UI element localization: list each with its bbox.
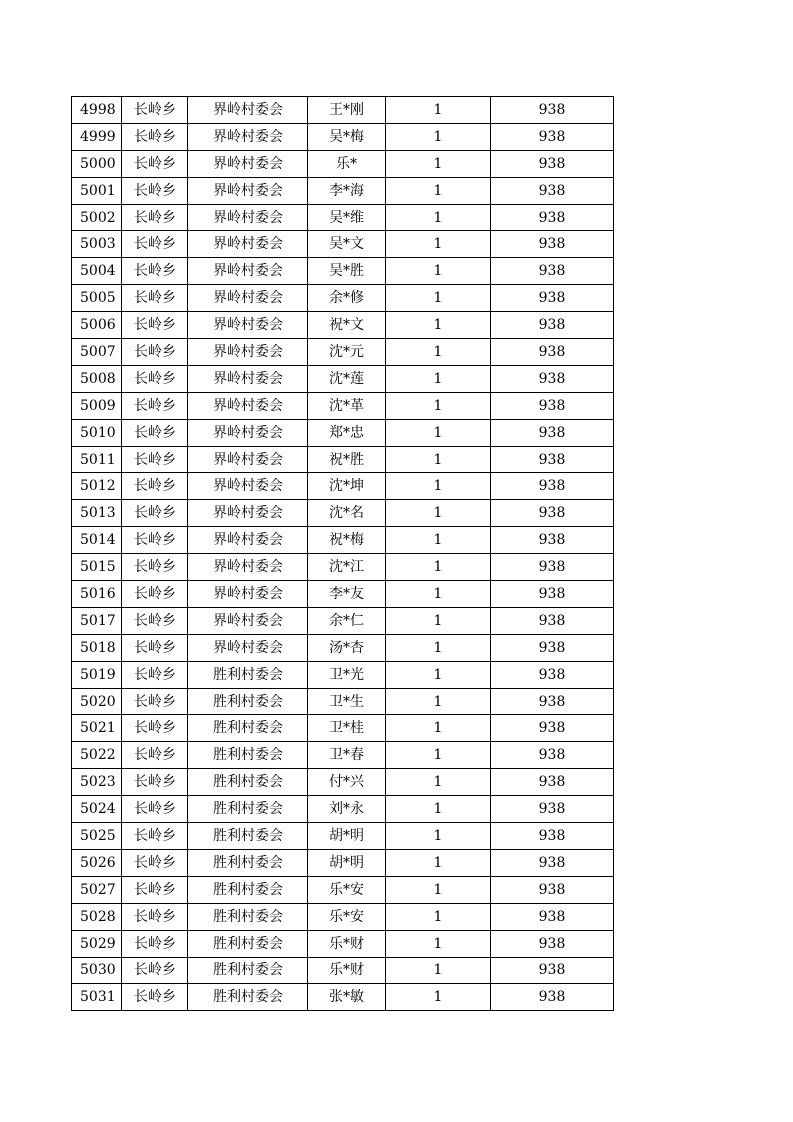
- township-cell: 长岭乡: [122, 500, 188, 527]
- amount-cell: 938: [491, 957, 614, 984]
- serial-number-cell: 5024: [72, 796, 122, 823]
- table-row: [72, 392, 614, 419]
- township-cell: 长岭乡: [122, 634, 188, 661]
- table-row: [72, 123, 614, 150]
- amount-cell: 938: [491, 285, 614, 312]
- village-committee-cell: 界岭村委会: [188, 177, 308, 204]
- person-name-cell: 胡*明: [308, 849, 386, 876]
- serial-number-cell: 5004: [72, 258, 122, 285]
- township-cell: 长岭乡: [122, 742, 188, 769]
- township-cell: 长岭乡: [122, 123, 188, 150]
- person-name-cell: 沈*坤: [308, 473, 386, 500]
- person-name-cell: 沈*革: [308, 392, 386, 419]
- person-name-cell: 祝*文: [308, 312, 386, 339]
- township-cell: 长岭乡: [122, 177, 188, 204]
- village-committee-cell: 界岭村委会: [188, 231, 308, 258]
- table-row: [72, 957, 614, 984]
- amount-cell: 938: [491, 930, 614, 957]
- amount-cell: 938: [491, 688, 614, 715]
- township-cell: 长岭乡: [122, 204, 188, 231]
- person-name-cell: 沈*名: [308, 500, 386, 527]
- serial-number-cell: 5015: [72, 554, 122, 581]
- township-cell: 长岭乡: [122, 581, 188, 608]
- township-cell: 长岭乡: [122, 258, 188, 285]
- count-cell: 1: [386, 930, 491, 957]
- township-cell: 长岭乡: [122, 823, 188, 850]
- count-cell: 1: [386, 876, 491, 903]
- serial-number-cell: 5017: [72, 607, 122, 634]
- table-row: [72, 581, 614, 608]
- table-row: [72, 930, 614, 957]
- count-cell: 1: [386, 554, 491, 581]
- count-cell: 1: [386, 258, 491, 285]
- serial-number-cell: 5005: [72, 285, 122, 312]
- amount-cell: 938: [491, 661, 614, 688]
- count-cell: 1: [386, 581, 491, 608]
- count-cell: 1: [386, 500, 491, 527]
- amount-cell: 938: [491, 823, 614, 850]
- table-row: [72, 365, 614, 392]
- count-cell: 1: [386, 312, 491, 339]
- table-row: [72, 607, 614, 634]
- table-row: [72, 500, 614, 527]
- township-cell: 长岭乡: [122, 715, 188, 742]
- count-cell: 1: [386, 285, 491, 312]
- village-committee-cell: 界岭村委会: [188, 500, 308, 527]
- township-cell: 长岭乡: [122, 796, 188, 823]
- amount-cell: 938: [491, 769, 614, 796]
- table-row: [72, 554, 614, 581]
- count-cell: 1: [386, 419, 491, 446]
- count-cell: 1: [386, 177, 491, 204]
- township-cell: 长岭乡: [122, 876, 188, 903]
- count-cell: 1: [386, 150, 491, 177]
- table-row: [72, 446, 614, 473]
- amount-cell: 938: [491, 473, 614, 500]
- person-name-cell: 汤*杏: [308, 634, 386, 661]
- person-name-cell: 卫*桂: [308, 715, 386, 742]
- count-cell: 1: [386, 473, 491, 500]
- amount-cell: 938: [491, 742, 614, 769]
- person-name-cell: 沈*江: [308, 554, 386, 581]
- count-cell: 1: [386, 527, 491, 554]
- serial-number-cell: 5030: [72, 957, 122, 984]
- person-name-cell: 吴*文: [308, 231, 386, 258]
- township-cell: 长岭乡: [122, 97, 188, 124]
- table-row: [72, 876, 614, 903]
- person-name-cell: 吴*维: [308, 204, 386, 231]
- data-table: [71, 96, 614, 1011]
- amount-cell: 938: [491, 231, 614, 258]
- count-cell: 1: [386, 204, 491, 231]
- township-cell: 长岭乡: [122, 769, 188, 796]
- village-committee-cell: 界岭村委会: [188, 285, 308, 312]
- amount-cell: 938: [491, 339, 614, 366]
- count-cell: 1: [386, 123, 491, 150]
- village-committee-cell: 界岭村委会: [188, 365, 308, 392]
- village-committee-cell: 界岭村委会: [188, 150, 308, 177]
- person-name-cell: 张*敏: [308, 984, 386, 1011]
- amount-cell: 938: [491, 97, 614, 124]
- count-cell: 1: [386, 715, 491, 742]
- serial-number-cell: 5029: [72, 930, 122, 957]
- village-committee-cell: 胜利村委会: [188, 688, 308, 715]
- count-cell: 1: [386, 957, 491, 984]
- table-row: [72, 204, 614, 231]
- count-cell: 1: [386, 661, 491, 688]
- table-row: [72, 231, 614, 258]
- village-committee-cell: 界岭村委会: [188, 204, 308, 231]
- person-name-cell: 沈*元: [308, 339, 386, 366]
- count-cell: 1: [386, 984, 491, 1011]
- table-row: [72, 419, 614, 446]
- count-cell: 1: [386, 365, 491, 392]
- village-committee-cell: 界岭村委会: [188, 312, 308, 339]
- serial-number-cell: 5007: [72, 339, 122, 366]
- person-name-cell: 李*友: [308, 581, 386, 608]
- count-cell: 1: [386, 97, 491, 124]
- table-row: [72, 796, 614, 823]
- township-cell: 长岭乡: [122, 688, 188, 715]
- township-cell: 长岭乡: [122, 419, 188, 446]
- table-row: [72, 769, 614, 796]
- serial-number-cell: 5028: [72, 903, 122, 930]
- table-row: [72, 177, 614, 204]
- person-name-cell: 乐*安: [308, 903, 386, 930]
- amount-cell: 938: [491, 446, 614, 473]
- amount-cell: 938: [491, 177, 614, 204]
- village-committee-cell: 界岭村委会: [188, 581, 308, 608]
- person-name-cell: 余*修: [308, 285, 386, 312]
- township-cell: 长岭乡: [122, 312, 188, 339]
- serial-number-cell: 5013: [72, 500, 122, 527]
- serial-number-cell: 5023: [72, 769, 122, 796]
- village-committee-cell: 界岭村委会: [188, 527, 308, 554]
- serial-number-cell: 5027: [72, 876, 122, 903]
- person-name-cell: 王*刚: [308, 97, 386, 124]
- township-cell: 长岭乡: [122, 150, 188, 177]
- serial-number-cell: 5031: [72, 984, 122, 1011]
- person-name-cell: 乐*: [308, 150, 386, 177]
- person-name-cell: 乐*财: [308, 930, 386, 957]
- table-row: [72, 285, 614, 312]
- township-cell: 长岭乡: [122, 365, 188, 392]
- village-committee-cell: 胜利村委会: [188, 930, 308, 957]
- serial-number-cell: 5022: [72, 742, 122, 769]
- amount-cell: 938: [491, 150, 614, 177]
- township-cell: 长岭乡: [122, 527, 188, 554]
- village-committee-cell: 胜利村委会: [188, 769, 308, 796]
- village-committee-cell: 界岭村委会: [188, 339, 308, 366]
- village-committee-cell: 界岭村委会: [188, 634, 308, 661]
- count-cell: 1: [386, 688, 491, 715]
- count-cell: 1: [386, 903, 491, 930]
- serial-number-cell: 5001: [72, 177, 122, 204]
- person-name-cell: 沈*莲: [308, 365, 386, 392]
- table-row: [72, 97, 614, 124]
- township-cell: 长岭乡: [122, 661, 188, 688]
- serial-number-cell: 5000: [72, 150, 122, 177]
- count-cell: 1: [386, 607, 491, 634]
- amount-cell: 938: [491, 527, 614, 554]
- amount-cell: 938: [491, 554, 614, 581]
- village-committee-cell: 胜利村委会: [188, 715, 308, 742]
- table-row: [72, 823, 614, 850]
- village-committee-cell: 界岭村委会: [188, 473, 308, 500]
- amount-cell: 938: [491, 204, 614, 231]
- village-committee-cell: 胜利村委会: [188, 903, 308, 930]
- township-cell: 长岭乡: [122, 957, 188, 984]
- table-row: [72, 339, 614, 366]
- township-cell: 长岭乡: [122, 446, 188, 473]
- village-committee-cell: 界岭村委会: [188, 392, 308, 419]
- amount-cell: 938: [491, 123, 614, 150]
- count-cell: 1: [386, 769, 491, 796]
- person-name-cell: 刘*永: [308, 796, 386, 823]
- village-committee-cell: 胜利村委会: [188, 876, 308, 903]
- person-name-cell: 吴*梅: [308, 123, 386, 150]
- amount-cell: 938: [491, 796, 614, 823]
- amount-cell: 938: [491, 581, 614, 608]
- table-body: [72, 97, 614, 1011]
- person-name-cell: 余*仁: [308, 607, 386, 634]
- amount-cell: 938: [491, 500, 614, 527]
- amount-cell: 938: [491, 903, 614, 930]
- count-cell: 1: [386, 823, 491, 850]
- amount-cell: 938: [491, 849, 614, 876]
- village-committee-cell: 界岭村委会: [188, 97, 308, 124]
- person-name-cell: 卫*春: [308, 742, 386, 769]
- amount-cell: 938: [491, 258, 614, 285]
- serial-number-cell: 5020: [72, 688, 122, 715]
- table-row: [72, 258, 614, 285]
- serial-number-cell: 5003: [72, 231, 122, 258]
- amount-cell: 938: [491, 984, 614, 1011]
- person-name-cell: 卫*生: [308, 688, 386, 715]
- table-row: [72, 688, 614, 715]
- table-row: [72, 661, 614, 688]
- township-cell: 长岭乡: [122, 930, 188, 957]
- count-cell: 1: [386, 742, 491, 769]
- township-cell: 长岭乡: [122, 231, 188, 258]
- count-cell: 1: [386, 231, 491, 258]
- table-row: [72, 849, 614, 876]
- township-cell: 长岭乡: [122, 392, 188, 419]
- person-name-cell: 付*兴: [308, 769, 386, 796]
- table-row: [72, 715, 614, 742]
- serial-number-cell: 5026: [72, 849, 122, 876]
- person-name-cell: 吴*胜: [308, 258, 386, 285]
- serial-number-cell: 5006: [72, 312, 122, 339]
- serial-number-cell: 4999: [72, 123, 122, 150]
- count-cell: 1: [386, 446, 491, 473]
- person-name-cell: 乐*财: [308, 957, 386, 984]
- amount-cell: 938: [491, 876, 614, 903]
- person-name-cell: 乐*安: [308, 876, 386, 903]
- count-cell: 1: [386, 339, 491, 366]
- table-row: [72, 742, 614, 769]
- count-cell: 1: [386, 796, 491, 823]
- village-committee-cell: 界岭村委会: [188, 123, 308, 150]
- table-row: [72, 634, 614, 661]
- village-committee-cell: 界岭村委会: [188, 607, 308, 634]
- count-cell: 1: [386, 392, 491, 419]
- serial-number-cell: 5008: [72, 365, 122, 392]
- amount-cell: 938: [491, 634, 614, 661]
- village-committee-cell: 胜利村委会: [188, 661, 308, 688]
- serial-number-cell: 5009: [72, 392, 122, 419]
- person-name-cell: 卫*光: [308, 661, 386, 688]
- township-cell: 长岭乡: [122, 285, 188, 312]
- person-name-cell: 祝*胜: [308, 446, 386, 473]
- amount-cell: 938: [491, 607, 614, 634]
- table-row: [72, 903, 614, 930]
- amount-cell: 938: [491, 365, 614, 392]
- township-cell: 长岭乡: [122, 849, 188, 876]
- township-cell: 长岭乡: [122, 607, 188, 634]
- table-row: [72, 312, 614, 339]
- serial-number-cell: 5014: [72, 527, 122, 554]
- amount-cell: 938: [491, 419, 614, 446]
- serial-number-cell: 5018: [72, 634, 122, 661]
- village-committee-cell: 界岭村委会: [188, 419, 308, 446]
- table-row: [72, 984, 614, 1011]
- person-name-cell: 胡*明: [308, 823, 386, 850]
- township-cell: 长岭乡: [122, 554, 188, 581]
- person-name-cell: 李*海: [308, 177, 386, 204]
- serial-number-cell: 5019: [72, 661, 122, 688]
- amount-cell: 938: [491, 312, 614, 339]
- serial-number-cell: 5010: [72, 419, 122, 446]
- village-committee-cell: 胜利村委会: [188, 796, 308, 823]
- table-row: [72, 527, 614, 554]
- township-cell: 长岭乡: [122, 473, 188, 500]
- township-cell: 长岭乡: [122, 903, 188, 930]
- village-committee-cell: 界岭村委会: [188, 554, 308, 581]
- village-committee-cell: 胜利村委会: [188, 823, 308, 850]
- table-row: [72, 473, 614, 500]
- serial-number-cell: 5012: [72, 473, 122, 500]
- serial-number-cell: 5011: [72, 446, 122, 473]
- township-cell: 长岭乡: [122, 984, 188, 1011]
- person-name-cell: 祝*梅: [308, 527, 386, 554]
- village-committee-cell: 胜利村委会: [188, 849, 308, 876]
- serial-number-cell: 5025: [72, 823, 122, 850]
- township-cell: 长岭乡: [122, 339, 188, 366]
- count-cell: 1: [386, 849, 491, 876]
- table-row: [72, 150, 614, 177]
- village-committee-cell: 界岭村委会: [188, 446, 308, 473]
- amount-cell: 938: [491, 392, 614, 419]
- serial-number-cell: 4998: [72, 97, 122, 124]
- amount-cell: 938: [491, 715, 614, 742]
- village-committee-cell: 胜利村委会: [188, 742, 308, 769]
- village-committee-cell: 界岭村委会: [188, 258, 308, 285]
- village-committee-cell: 胜利村委会: [188, 957, 308, 984]
- village-committee-cell: 胜利村委会: [188, 984, 308, 1011]
- serial-number-cell: 5021: [72, 715, 122, 742]
- serial-number-cell: 5016: [72, 581, 122, 608]
- count-cell: 1: [386, 634, 491, 661]
- person-name-cell: 郑*忠: [308, 419, 386, 446]
- serial-number-cell: 5002: [72, 204, 122, 231]
